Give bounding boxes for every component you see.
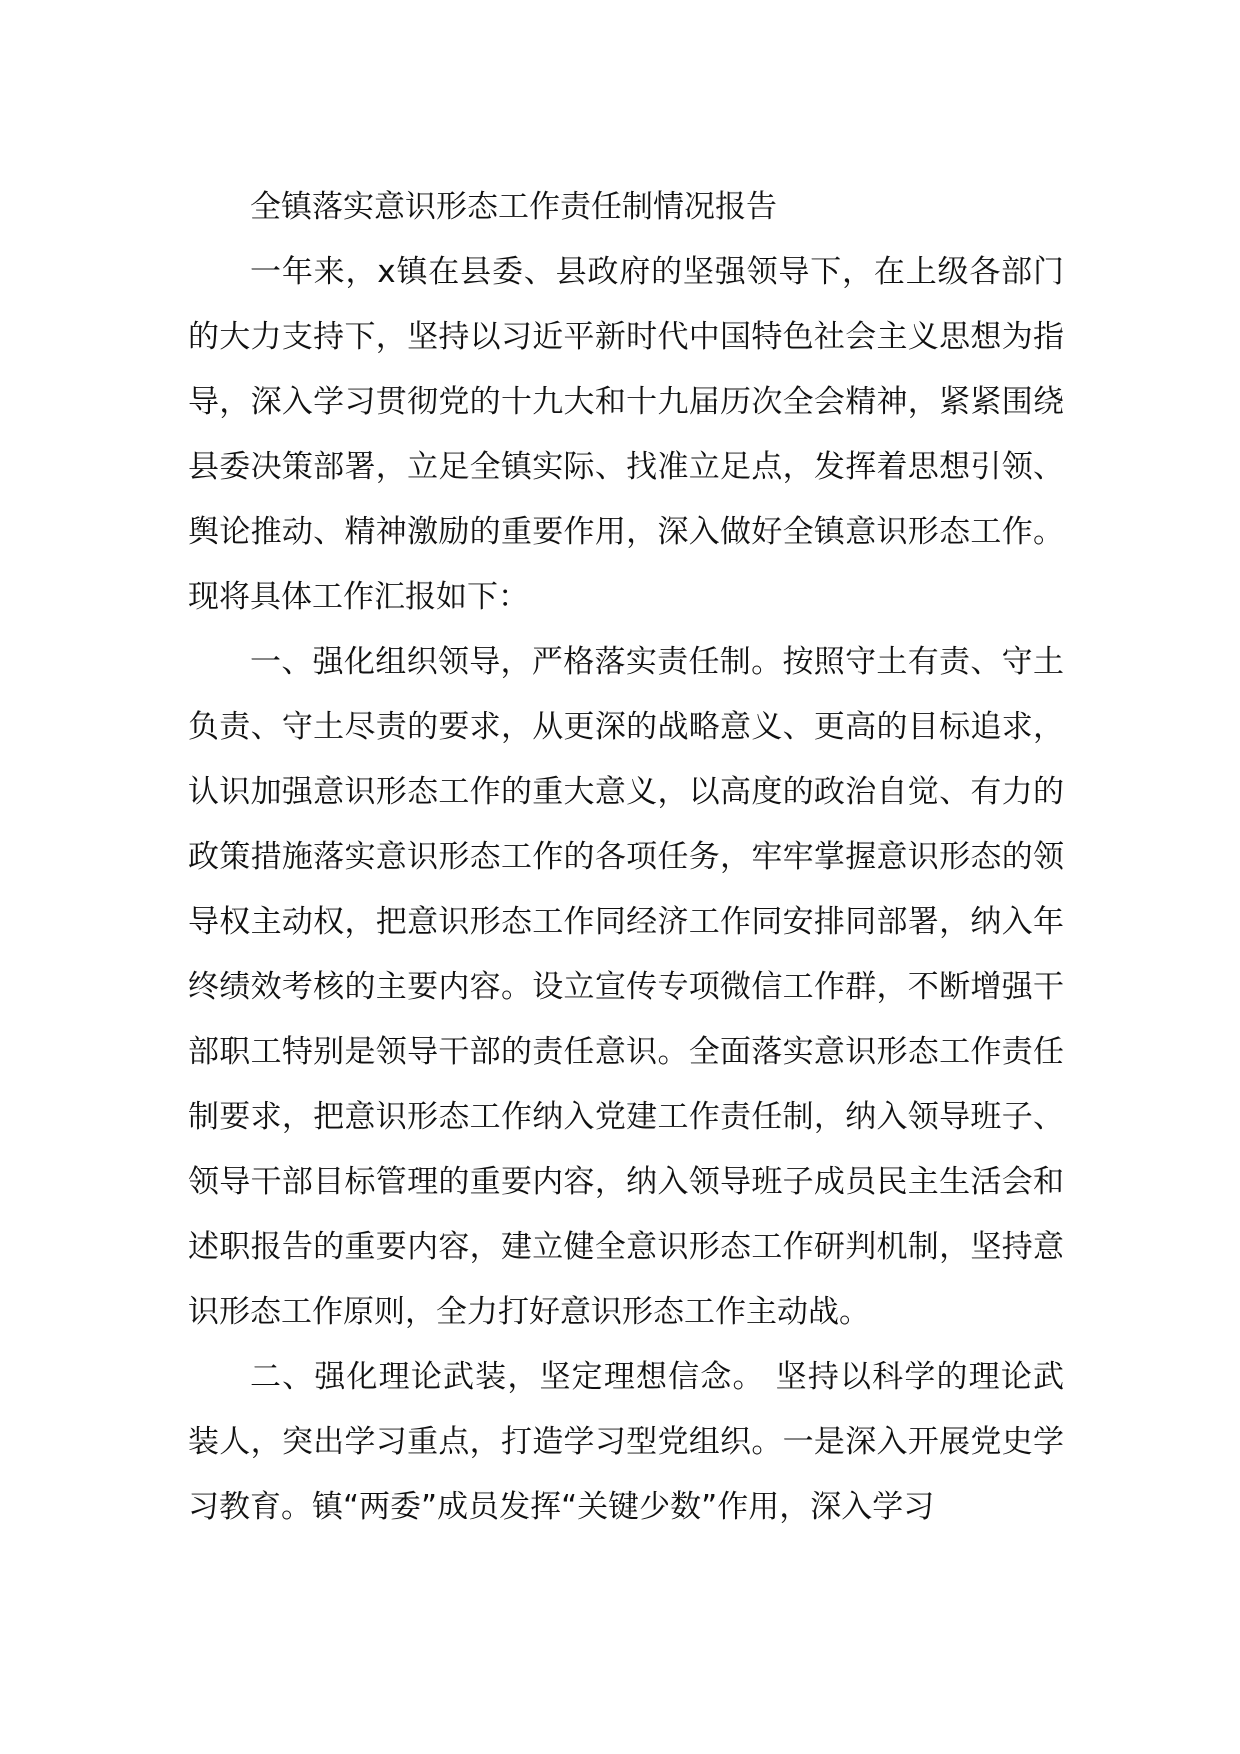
paragraph-section-one: 一、强化组织领导，严格落实责任制。按照守土有责、守土负责、守土尽责的要求，从更深的战略意义、更高的目标追求，认识加强意识形态工作的重大意义，以高度的政治自觉、有力的政策措施落实意识形态工作的各项任务，牢牢掌握意识形态的领导权主动权，把意识形态工作同经济工作同安排同部署，纳入年终绩效考核的主要内容。设立宣传专项微信工作群，不断增强干部职工特别是领导干部的责任意识。全面落实意识形态工作责任制要求，把意识形态工作纳入党建工作责任制，纳入领导班子、领导干部目标管理的重要内容，纳入领导班子成员民主生活会和述职报告的重要内容，建立健全意识形态工作研判机制，坚持意识形态工作原则，全力打好意识形态工作主动战。 [188, 644, 1064, 1330]
document-title: 全镇落实意识形态工作责任制情况报告 [250, 189, 777, 225]
paragraph-intro: 一年来，x镇在县委、县政府的坚强领导下，在上级各部门的大力支持下，坚持以习近平新时代中国特色社会主义思想为指导，深入学习贯彻党的十九大和十九届历次全会精神，紧紧围绕县委决策部署，立足全镇实际、找准立足点，发挥着思想引领、舆论推动、精神激励的重要作用，深入做好全镇意识形态工作。现将具体工作汇报如下： [188, 254, 1064, 615]
paragraph-section-two: 二、强化理论武装，坚定理想信念。 坚持以科学的理论武装人，突出学习重点，打造学习型党组织。一是深入开展党史学习教育。镇“两委”成员发挥“关键少数”作用，深入学习 [188, 1359, 1064, 1525]
document-body [188, 175, 1064, 1540]
